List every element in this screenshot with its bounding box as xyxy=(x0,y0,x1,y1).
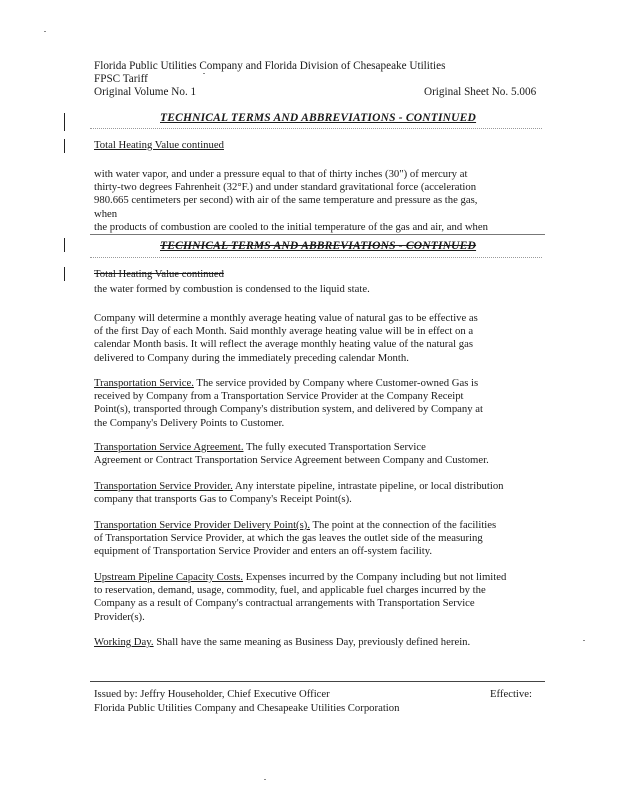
header-company-line: Florida Public Utilities Company and Florida Division of Chesapeake Utilities xyxy=(94,60,446,72)
footer-company: Florida Public Utilities Company and Chesapeake Utilities Corporation xyxy=(94,702,400,714)
thv-paragraph xyxy=(94,168,530,234)
definition-line: of Transportation Service Provider, at which the gas leaves the outlet side of the measuring xyxy=(94,532,483,545)
definition-line: Company as a result of Company's contractual arrangements with Transportation Service xyxy=(94,597,475,610)
revision-bar xyxy=(64,267,65,281)
header-volume-line: Original Volume No. 1 xyxy=(94,86,197,98)
definition-working-day xyxy=(94,636,530,649)
definition-text: Expenses incurred by the Company including but not limited xyxy=(243,571,507,583)
dotted-divider xyxy=(90,128,542,129)
thv-line: thirty-two degrees Fahrenheit (32°F.) and under standard gravitational force (acceleration xyxy=(94,181,477,194)
definition-line: to reservation, demand, usage, commodity, fuel, and applicable fuel charges incurred by the xyxy=(94,584,486,597)
definition-line: Point(s), transported through Company's distribution system, and delivered by Company at xyxy=(94,403,484,416)
definition-text: The fully executed Transportation Service xyxy=(243,441,426,453)
definition-line: Provider(s). xyxy=(94,610,145,623)
definition-text: The point at the connection of the facilities xyxy=(310,519,497,531)
definition-term: Transportation Service Provider. xyxy=(94,480,233,492)
definition-term: Working Day. xyxy=(94,636,154,648)
page-break-rule xyxy=(90,234,545,235)
header-tariff-line: FPSC Tariff xyxy=(94,73,148,85)
scan-speck xyxy=(44,31,46,32)
monthly-line: calendar Month basis. It will reflect the average monthly heating value of the natural gas xyxy=(94,338,473,351)
revision-bar xyxy=(64,238,65,252)
dotted-divider xyxy=(90,257,542,258)
definition-line: the Company's Delivery Points to Customer. xyxy=(94,416,285,429)
monthly-heating-paragraph xyxy=(94,312,530,365)
definition-line: Agreement or Contract Transportation Service Agreement between Company and Customer. xyxy=(94,454,489,467)
definition-transportation-service xyxy=(94,377,530,430)
revision-bar xyxy=(64,139,65,153)
thv-line: the products of combustion are cooled to the initial temperature of the gas and air, and when xyxy=(94,220,488,233)
thv-line: 980.665 centimeters per second) with air of the same temperature and pressure as the gas, xyxy=(94,194,478,207)
definition-text: Shall have the same meaning as Business Day, previously defined herein. xyxy=(153,636,471,648)
definition-text: Any interstate pipeline, intrastate pipeline, or local distribution xyxy=(232,480,504,492)
thv-continuation-line: the water formed by combustion is condensed to the liquid state. xyxy=(94,283,370,295)
definition-line: company that transports Gas to Company's Receipt Point(s). xyxy=(94,493,352,506)
definition-term: Upstream Pipeline Capacity Costs. xyxy=(94,571,244,583)
footer-rule xyxy=(90,681,545,682)
thv-line: when xyxy=(94,207,118,220)
scan-speck xyxy=(264,779,266,780)
scan-speck xyxy=(203,73,205,74)
footer-issued-by: Issued by: Jeffry Householder, Chief Executive Officer xyxy=(94,688,330,700)
definition-provider-delivery-point xyxy=(94,519,530,559)
section-title: TECHNICAL TERMS AND ABBREVIATIONS - CONTINUED xyxy=(160,112,477,124)
monthly-line: delivered to Company during the immediately preceding calendar Month. xyxy=(94,351,409,364)
scan-speck xyxy=(583,640,585,641)
header-sheet-number: Original Sheet No. 5.006 xyxy=(424,86,537,98)
section-title-struck: TECHNICAL TERMS AND ABBREVIATIONS - CONTINUED xyxy=(160,240,477,252)
footer-effective: Effective: xyxy=(490,688,532,700)
revision-bar xyxy=(64,113,65,131)
monthly-line: Company will determine a monthly average heating value of natural gas to be effective as xyxy=(94,312,478,324)
definition-transportation-service-agreement xyxy=(94,441,530,467)
definition-transportation-service-provider xyxy=(94,480,530,506)
definition-line: received by Company from a Transportation Service Provider at the Company Receipt xyxy=(94,390,464,403)
definition-upstream-pipeline-capacity-costs xyxy=(94,571,530,624)
thv-heading: Total Heating Value continued xyxy=(94,139,224,151)
definition-term: Transportation Service Provider Delivery Point(s). xyxy=(94,519,310,531)
definition-line: equipment of Transportation Service Provider and enters an off-system facility. xyxy=(94,545,433,558)
definition-term: Transportation Service. xyxy=(94,377,194,389)
thv-heading-struck: Total Heating Value continued xyxy=(94,268,224,280)
definition-text: The service provided by Company where Customer-owned Gas is xyxy=(193,377,479,389)
definition-term: Transportation Service Agreement. xyxy=(94,441,244,453)
monthly-line: of the first Day of each Month. Said monthly average heating value will be in effect on a xyxy=(94,325,474,338)
thv-line: with water vapor, and under a pressure equal to that of thirty inches (30") of mercury at xyxy=(94,168,468,180)
